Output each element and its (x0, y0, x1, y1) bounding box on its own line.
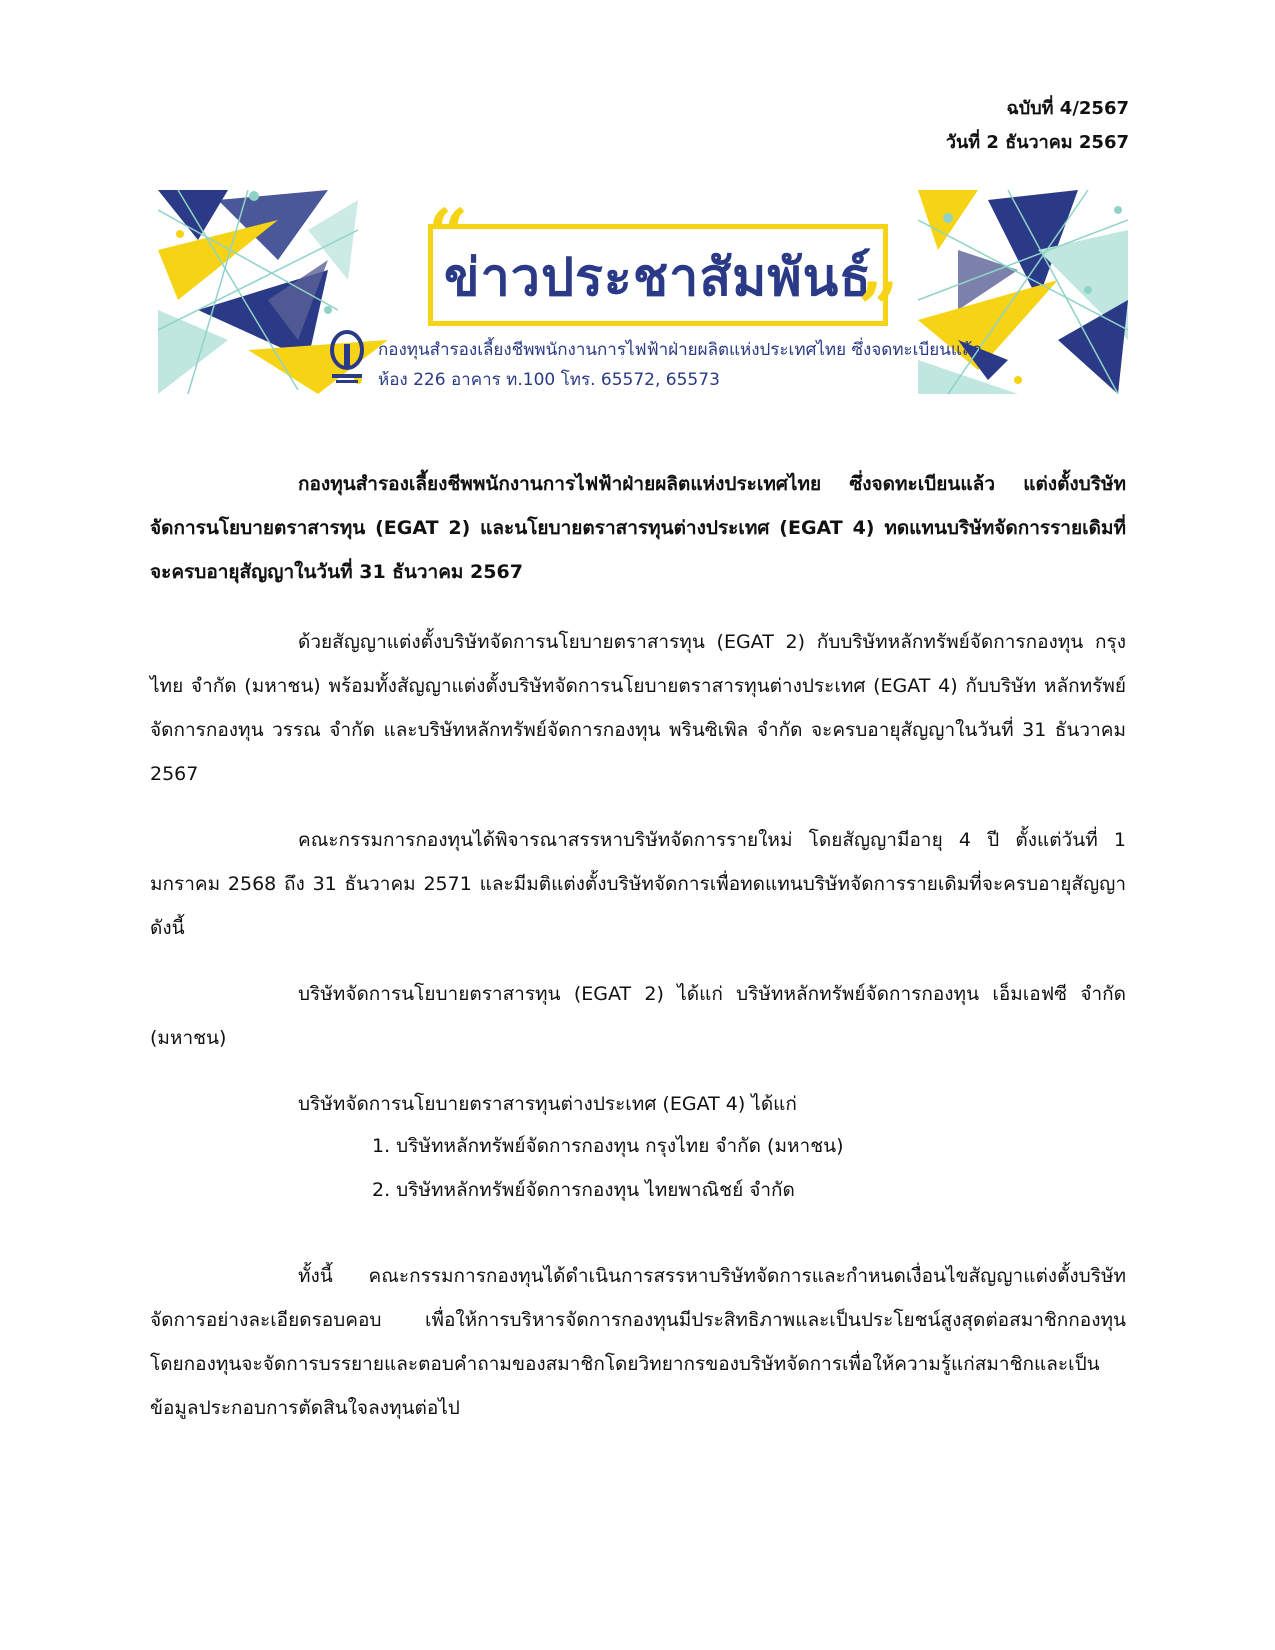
document-meta (946, 92, 1129, 160)
paragraph-1-text: ด้วยสัญญาแต่งตั้งบริษัทจัดการนโยบายตราสารทุน (EGAT 2) กับบริษัทหลักทรัพย์จัดการกองทุน กรุงไทย จำกัด (มหาชน) พร้อมทั้งสัญญาแต่งตั้งบริษัทจัดการนโยบายตราสารทุนต่างประเทศ (EGAT 4) กับบริษัท หลักทรัพย์จัดการกองทุน วรรณ จำกัด และบริษัทหลักทรัพย์จัดการกองทุน พรินซิเพิล จำกัด จะครบอายุสัญญาในวันที่ 31 ธันวาคม 2567 (150, 631, 1126, 785)
paragraph-3-text: บริษัทจัดการนโยบายตราสารทุน (EGAT 2) ได้แก่ บริษัทหลักทรัพย์จัดการกองทุน เอ็มเอฟซี จำกัด (มหาชน) (150, 983, 1126, 1049)
paragraph-3 (150, 972, 1126, 1060)
list-item: 1. บริษัทหลักทรัพย์จัดการกองทุน กรุงไทย จำกัด (มหาชน) (372, 1135, 844, 1157)
open-quote-mark: “ (428, 193, 469, 276)
list-item: 2. บริษัทหลักทรัพย์จัดการกองทุน ไทยพาณิชย์ จำกัด (372, 1179, 795, 1201)
paragraph-4-text: บริษัทจัดการนโยบายตราสารทุนต่างประเทศ (EGAT 4) ได้แก่ (298, 1093, 797, 1115)
close-quote-mark: ” (858, 267, 899, 350)
fund-logo-icon (324, 330, 370, 386)
paragraph-5-text: ทั้งนี้ คณะกรรมการกองทุนได้ดำเนินการสรรหาบริษัทจัดการและกำหนดเงื่อนไขสัญญาแต่งตั้งบริษัทจัดการอย่างละเอียดรอบคอบ เพื่อให้การบริหารจัดการกองทุนมีประสิทธิภาพและเป็นประโยชน์สูงสุดต่อสมาชิกกองทุน โดยกองทุนจะจัดการบรรยายและตอบคำถามของสมาชิกโดยวิทยากรของบริษัทจัดการเพื่อให้ความรู้แก่สมาชิกและเป็นข้อมูลประกอบการตัดสินใจลงทุนต่อไป (150, 1265, 1126, 1419)
fund-address: ห้อง 226 อาคาร ท.100 โทร. 65572, 65573 (378, 370, 720, 390)
headline (150, 462, 1126, 594)
paragraph-5 (150, 1254, 1126, 1430)
banner-title: ข่าวประชาสัมพันธ์ (444, 248, 872, 308)
issue-date: วันที่ 2 ธันวาคม 2567 (945, 132, 1129, 153)
paragraph-2-text: คณะกรรมการกองทุนได้พิจารณาสรรหาบริษัทจัดการรายใหม่ โดยสัญญามีอายุ 4 ปี ตั้งแต่วันที่ 1 มกราคม 2568 ถึง 31 ธันวาคม 2571 และมีมติแต่งตั้งบริษัทจัดการเพื่อทดแทนบริษัทจัดการรายเดิมที่จะครบอายุสัญญา ดังนี้ (150, 829, 1126, 939)
press-release-banner (158, 190, 1128, 394)
paragraph-2 (150, 818, 1126, 950)
paragraph-4 (150, 1082, 1126, 1126)
company-list (372, 1124, 843, 1212)
paragraph-1 (150, 620, 1126, 796)
title-frame (428, 224, 888, 326)
headline-text: กองทุนสำรองเลี้ยงชีพพนักงานการไฟฟ้าฝ่ายผลิตแห่งประเทศไทย ซึ่งจดทะเบียนแล้ว แต่งตั้งบริษัทจัดการนโยบายตราสารทุน (EGAT 2) และนโยบายตราสารทุนต่างประเทศ (EGAT 4) ทดแทนบริษัทจัดการรายเดิมที่จะครบอายุสัญญาในวันที่ 31 ธันวาคม 2567 (150, 473, 1126, 583)
fund-name: กองทุนสำรองเลี้ยงชีพพนักงานการไฟฟ้าฝ่ายผลิตแห่งประเทศไทย ซึ่งจดทะเบียนแล้ว (378, 340, 982, 360)
issue-number: ฉบับที่ 4/2567 (1006, 98, 1129, 119)
